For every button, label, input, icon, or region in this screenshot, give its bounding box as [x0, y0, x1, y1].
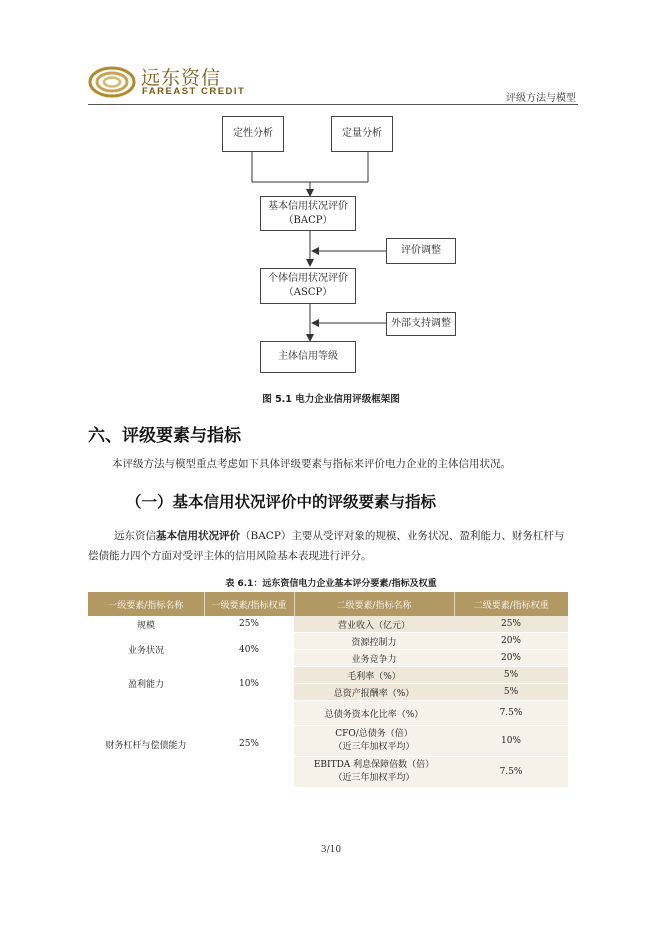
cell-level2-name: 总债务资本化比率（%）	[294, 701, 454, 726]
cell-level2-name: 毛利率（%）	[294, 667, 454, 684]
figure-caption: 图 5.1 电力企业信用评级框架图	[262, 394, 400, 405]
cell-level2-weight: 5%	[454, 684, 568, 701]
table-caption: 表 6.1：远东资信电力企业基本评分要素/指标及权重	[225, 579, 437, 589]
table-row	[88, 633, 568, 650]
cell-level1-name: 财务杠杆与偿债能力	[88, 701, 204, 788]
cell-level2-name: 营业收入（亿元）	[294, 616, 454, 633]
logo-english-name: FAREAST CREDIT	[142, 86, 246, 97]
cell-level1-weight: 40%	[204, 633, 294, 667]
cell-level2-weight: 7.5%	[454, 757, 568, 788]
cell-level2-name: 资源控制力	[294, 633, 454, 650]
header-level2-weight: 二级要素/指标权重	[454, 592, 568, 616]
cell-level2-weight: 25%	[454, 616, 568, 633]
flow-box-bacp: 基本信用状况评价 （BACP）	[260, 196, 356, 231]
section-intro: 本评级方法与模型重点考虑如下具体评级要素与指标来评价电力企业的主体信用状况。	[112, 458, 511, 470]
cell-level2-weight: 10%	[454, 726, 568, 757]
flow-box-external-support: 外部支持调整	[386, 312, 456, 336]
header-level1-name: 一级要素/指标名称	[88, 592, 204, 616]
header-level2-name: 二级要素/指标名称	[294, 592, 454, 616]
cell-level2-weight: 20%	[454, 650, 568, 667]
cell-level2-weight: 7.5%	[454, 701, 568, 726]
section-title: 六、评级要素与指标	[88, 426, 241, 446]
cell-level1-weight: 25%	[204, 701, 294, 788]
cell-level1-name: 业务状况	[88, 633, 204, 667]
cell-level2-name: 总资产报酬率（%）	[294, 684, 454, 701]
flow-box-final-rating: 主体信用等级	[260, 341, 356, 373]
cell-level1-weight: 10%	[204, 667, 294, 701]
header-doc-type: 评级方法与模型	[506, 93, 576, 104]
cell-level2-weight: 20%	[454, 633, 568, 650]
cell-level1-name: 盈利能力	[88, 667, 204, 701]
cell-level2-name: CFO/总债务（倍） （近三年加权平均）	[294, 726, 454, 757]
page-number: 3/10	[320, 845, 342, 855]
subsection-paragraph: 远东资信基本信用状况评价（BACP）主要从受评对象的规模、业务状况、盈利能力、财务杠杆与偿债能力四个方面对受评主体的信用风险基本表现进行评分。	[88, 530, 565, 562]
subsection-title: （一）基本信用状况评价中的评级要素与指标	[126, 493, 437, 511]
cell-level2-name: EBITDA 利息保障倍数（倍） （近三年加权平均）	[294, 757, 454, 788]
paragraph-bold-term: 基本信用状况评价	[156, 530, 240, 542]
table-header-row	[88, 592, 568, 616]
table-row	[88, 667, 568, 684]
table-row	[88, 616, 568, 633]
flow-box-qualitative: 定性分析	[222, 116, 284, 152]
scoring-table	[88, 592, 568, 788]
flow-box-quantitative: 定量分析	[331, 116, 393, 152]
flow-box-rating-adjust: 评价调整	[386, 238, 456, 264]
header-level1-weight: 一级要素/指标权重	[204, 592, 294, 616]
cell-level1-name: 规模	[88, 616, 204, 633]
cell-level2-weight: 5%	[454, 667, 568, 684]
cell-level2-name: 业务竞争力	[294, 650, 454, 667]
logo-chinese-name: 远东资信	[141, 67, 222, 89]
flow-box-ascp: 个体信用状况评价 （ASCP）	[260, 268, 356, 304]
table-row	[88, 701, 568, 726]
cell-level1-weight: 25%	[204, 616, 294, 633]
